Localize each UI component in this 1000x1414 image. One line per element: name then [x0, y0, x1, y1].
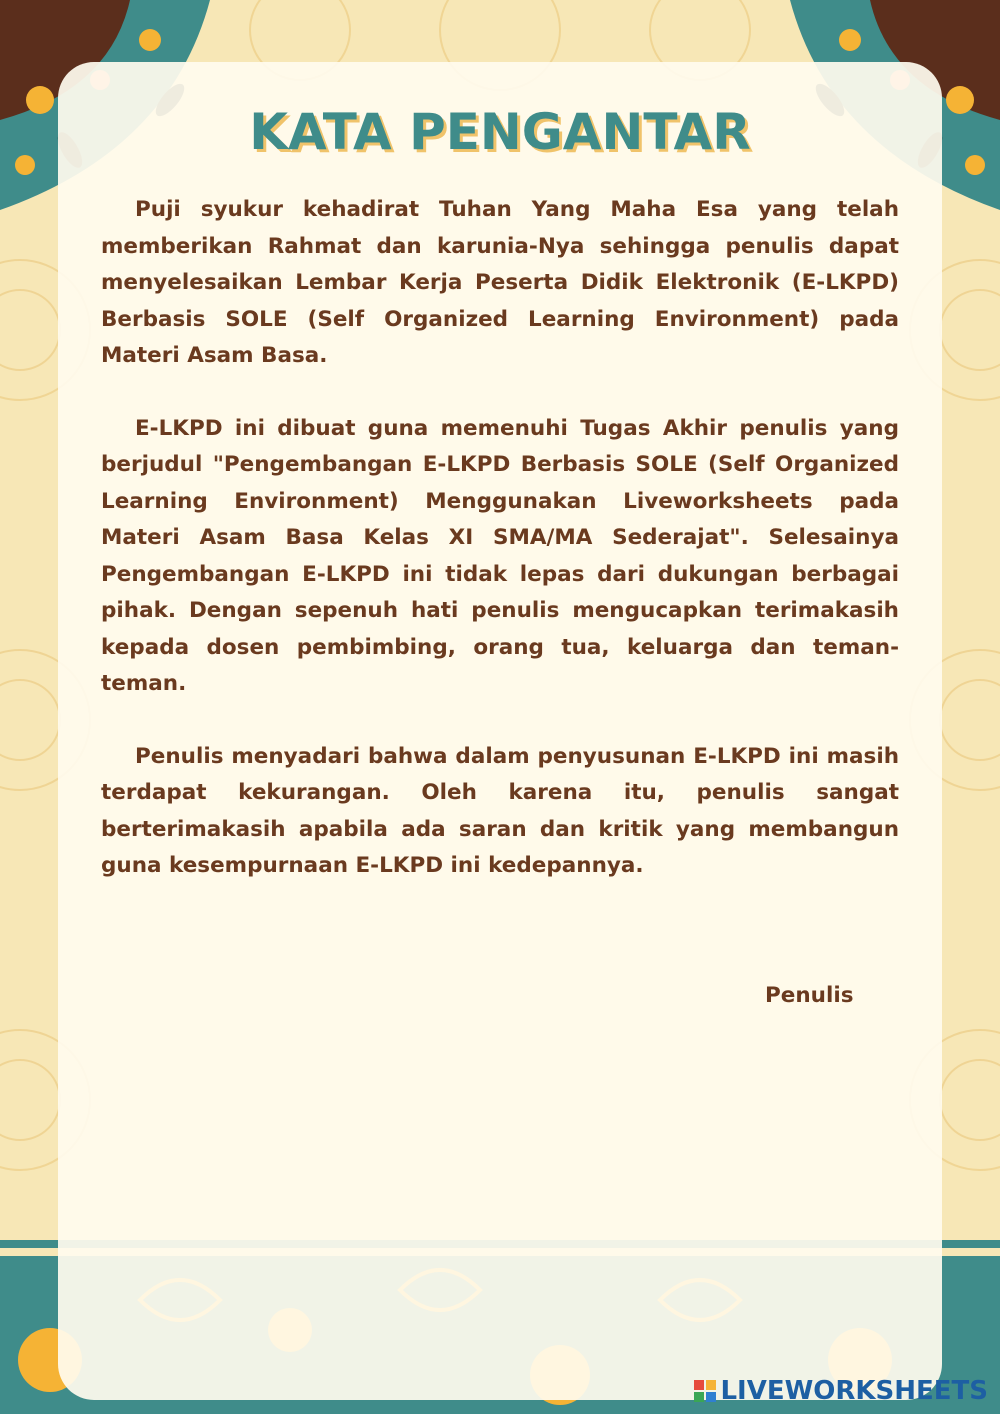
signature: Penulis: [765, 983, 854, 1008]
body-text: [101, 192, 899, 921]
paragraph-1: Puji syukur kehadirat Tuhan Yang Maha Esa yang telah memberikan Rahmat dan karunia-Nya sehingga penulis dapat menyelesaikan Lembar Kerja Peserta Didik Elektronik (E-LKPD) Berbasis SOLE (Self Organized Learning Environment) pada Materi Asam Basa.: [101, 197, 899, 368]
paragraph-2: E-LKPD ini dibuat guna memenuhi Tugas Akhir penulis yang berjudul "Pengembangan E-LKPD Berbasis SOLE (Self Organized Learning Environment) Menggunakan Liveworksheets pada Materi Asam Basa Kelas XI SMA/MA Sederajat". Selesainya Pengembangan E-LKPD ini tidak lepas dari dukungan berbagai pihak. Dengan sepenuh hati penulis mengucapkan terimakasih kepada dosen pembimbing, orang tua, keluarga dan teman-teman.: [101, 415, 899, 696]
liveworksheets-watermark: [694, 1376, 988, 1406]
liveworksheets-logo-icon: [694, 1380, 716, 1402]
page-title: KATA PENGANTAR: [249, 103, 751, 161]
watermark-text: LIVEWORKSHEETS: [720, 1376, 988, 1406]
paragraph-3: Penulis menyadari bahwa dalam penyusunan E-LKPD ini masih terdapat kekurangan. Oleh karena itu, penulis sangat berterimakasih apabila ada saran dan kritik yang membangun guna kesempurnaan E-LKPD ini kedepannya.: [101, 743, 899, 878]
